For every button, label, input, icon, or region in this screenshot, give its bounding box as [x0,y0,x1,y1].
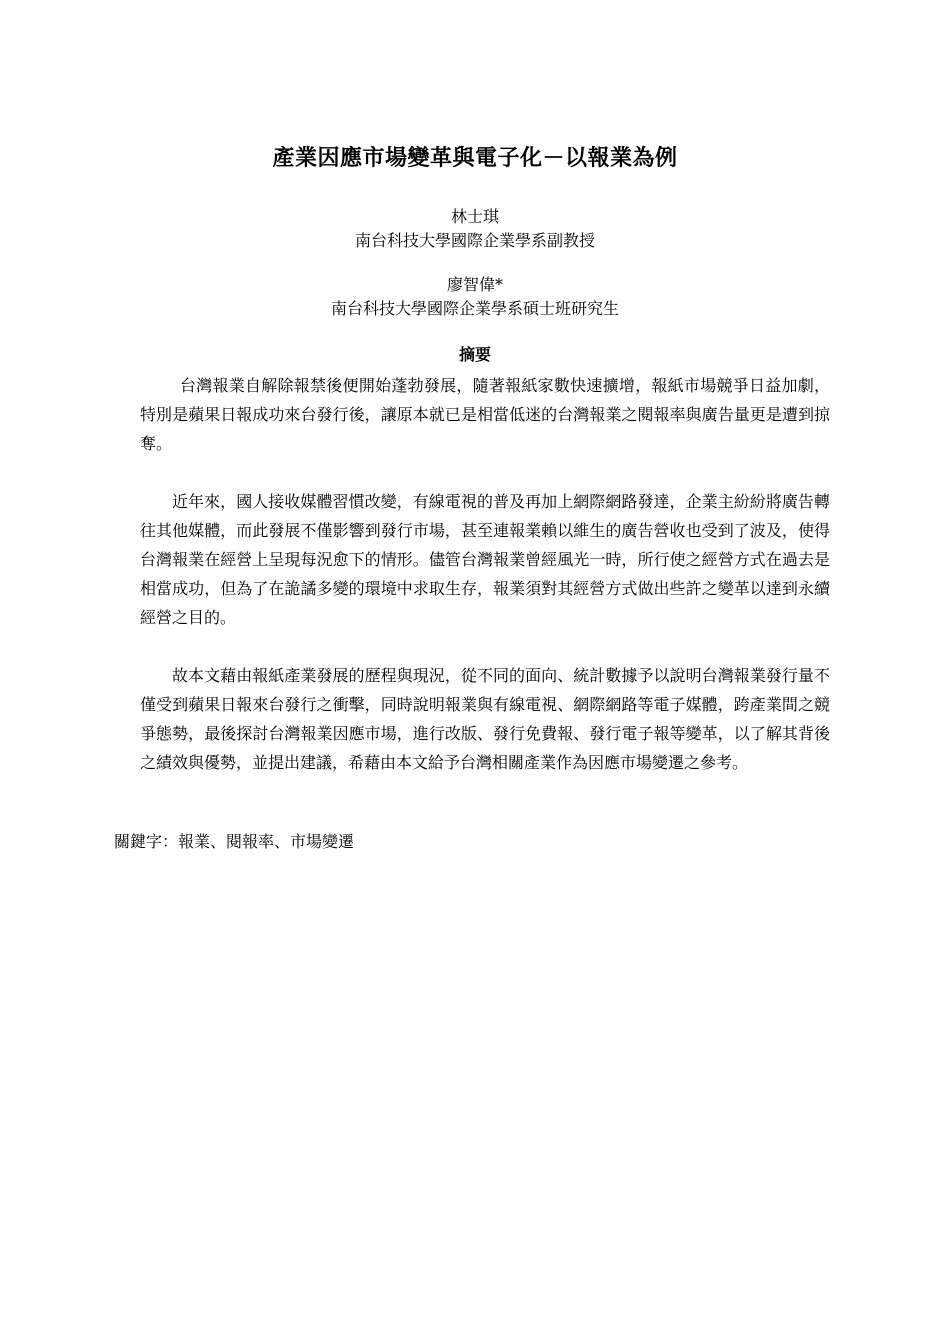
author-block-1 [0,205,950,253]
abstract-body [140,371,830,806]
author-name: 林士琪 [450,207,499,226]
author-block-2 [0,273,950,321]
abstract-heading: 摘要 [458,345,491,364]
abstract-paragraph: 故本文藉由報紙產業發展的歷程與現況，從不同的面向、統計數據予以說明台灣報業發行量不僅受到蘋果日報來台發行之衝擊，同時說明報業與有線電視、網際網路等電子媒體，跨產業間之競爭態勢，最後探討台灣報業因應市場，進行改版、發行免費報、發行電子報等變革，以了解其背後之績效與優勢，並提出建議，希藉由本文給予台灣相關產業作為因應市場變遷之參考。 [140,666,830,772]
paper-title: 產業因應市場變革與電子化－以報業為例 [272,145,678,171]
author-affiliation: 南台科技大學國際企業學系副教授 [354,231,595,250]
author-name: 廖智偉* [446,275,503,294]
abstract-paragraph: 近年來，國人接收媒體習慣改變，有線電視的普及再加上網際網路發達，企業主紛紛將廣告轉往其他媒體，而此發展不僅影響到發行市場，甚至連報業賴以維生的廣告營收也受到了波及，使得台灣報業在經營上呈現每況愈下的情形。儘管台灣報業曾經風光一時，所行使之經營方式在過去是相當成功，但為了在詭譎多變的環境中求取生存，報業須對其經營方式做出些許之變革以達到永續經營之目的。 [140,492,830,627]
keywords-line: 關鍵字：報業、閱報率、市場變遷 [114,832,355,851]
abstract-paragraph: 台灣報業自解除報禁後便開始蓬勃發展，隨著報紙家數快速擴增，報紙市場競爭日益加劇，特別是蘋果日報成功來台發行後，讓原本就已是相當低迷的台灣報業之閱報率與廣告量更是遭到掠奪。 [140,376,830,453]
author-affiliation: 南台科技大學國際企業學系碩士班研究生 [330,299,619,318]
